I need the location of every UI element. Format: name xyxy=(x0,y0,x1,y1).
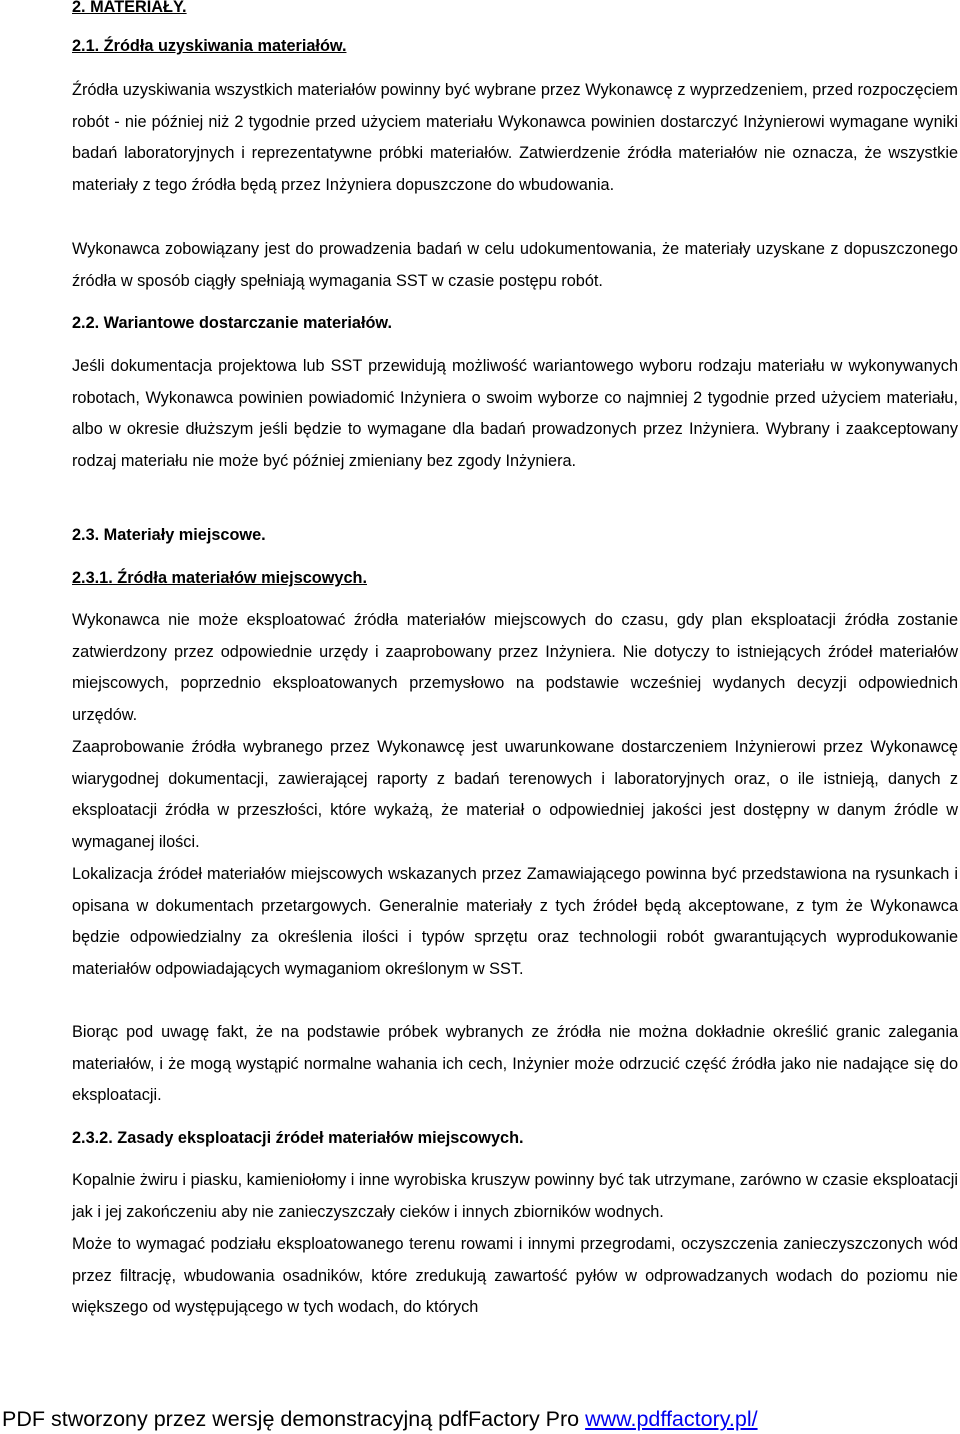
paragraph-2-1-b: Wykonawca zobowiązany jest do prowadzenia badań w celu udokumentowania, że materiały uzyskane z dopuszczonego źródła w sposób ciągły spełniają wymagania SST w czasie postępu robót. xyxy=(72,240,958,290)
paragraph-2-3-2-b: Może to wymagać podziału eksploatowanego terenu rowami i innymi przegrodami, oczyszczenia zanieczyszczonych wód przez filtrację, wbudowania osadników, które zredukują zawartość pyłów w odprowadzanych wodach do poziomu nie większego od występującego w tych wodach, do których xyxy=(72,1235,958,1317)
section-heading-2-1: 2.1. Źródła uzyskiwania materiałów. xyxy=(72,37,347,55)
paragraph-2-3-2-a: Kopalnie żwiru i piasku, kamieniołomy i inne wyrobiska kruszyw powinny być tak utrzymane, zarówno w czasie eksploatacji jak i jej zakończeniu aby nie zanieczyszczały cieków i innych zbiorników wodnych. xyxy=(72,1171,958,1221)
section-heading-2: 2. MATERIAŁY. xyxy=(72,0,187,16)
paragraph-2-2: Jeśli dokumentacja projektowa lub SST przewidują możliwość wariantowego wyboru rodzaju materiału w wykonywanych robotach, Wykonawca powinien powiadomić Inżyniera o swoim wyborze co najmniej 2 tygodnie przed użyciem materiału, albo w okresie dłuższym jeśli będzie to wymagane dla badań prowadzonych przez Inżyniera. Wybrany i zaakceptowany rodzaj materiału nie może być później zmieniany bez zgody Inżyniera. xyxy=(72,357,958,470)
section-heading-2-2: 2.2. Wariantowe dostarczanie materiałów. xyxy=(72,314,392,332)
footer-text: PDF stworzony przez wersję demonstracyjną pdfFactory Pro xyxy=(2,1407,586,1431)
pdf-footer xyxy=(2,1404,758,1434)
paragraph-2-3-1-a: Wykonawca nie może eksploatować źródła materiałów miejscowych do czasu, gdy plan eksploatacji źródła zostanie zatwierdzony przez odpowiednie urzędy i zaaprobowany przez Inżyniera. Nie dotyczy to istniejących źródeł materiałów miejscowych, poprzednio eksploatowanych przemysłowo na podstawie wcześniej wydanych decyzji odpowiednich urzędów. xyxy=(72,611,958,724)
footer-link[interactable]: www.pdffactory.pl/ xyxy=(585,1407,758,1431)
paragraph-2-3-1-b: Zaaprobowanie źródła wybranego przez Wykonawcę jest uwarunkowane dostarczeniem Inżynierowi przez Wykonawcę wiarygodnej dokumentacji, zawierającej raporty z badań terenowych i laboratoryjnych oraz, o ile istnieją, danych z eksploatacji źródła w przeszłości, które wykażą, że materiał o odpowiedniej jakości jest dostępny w danym źródle w wymaganej ilości. xyxy=(72,738,958,851)
section-heading-2-3: 2.3. Materiały miejscowe. xyxy=(72,526,266,544)
paragraph-2-3-1-d: Biorąc pod uwagę fakt, że na podstawie próbek wybranych ze źródła nie można dokładnie określić granic zalegania materiałów, i że mogą wystąpić normalne wahania ich cech, Inżynier może odrzucić część źródła jako nie nadające się do eksploatacji. xyxy=(72,1023,958,1105)
paragraph-2-3-1-c: Lokalizacja źródeł materiałów miejscowych wskazanych przez Zamawiającego powinna być przedstawiona na rysunkach i opisana w dokumentach przetargowych. Generalnie materiały z tych źródeł będą akceptowane, z tym że Wykonawca będzie odpowiedzialny za określenia ilości i typów sprzętu oraz technologii robót gwarantujących wyprodukowanie materiałów odpowiadających wymaganiom określonym w SST. xyxy=(72,865,958,978)
section-heading-2-3-1: 2.3.1. Źródła materiałów miejscowych. xyxy=(72,569,367,587)
paragraph-2-1-a: Źródła uzyskiwania wszystkich materiałów powinny być wybrane przez Wykonawcę z wyprzedzeniem, przed rozpoczęciem robót - nie później niż 2 tygodnie przed użyciem materiału Wykonawca powinien dostarczyć Inżynierowi wymagane wyniki badań laboratoryjnych i reprezentatywne próbki materiałów. Zatwierdzenie źródła materiałów nie oznacza, że wszystkie materiały z tego źródła będą przez Inżyniera dopuszczone do wbudowania. xyxy=(72,81,958,194)
section-heading-2-3-2: 2.3.2. Zasady eksploatacji źródeł materiałów miejscowych. xyxy=(72,1129,524,1147)
